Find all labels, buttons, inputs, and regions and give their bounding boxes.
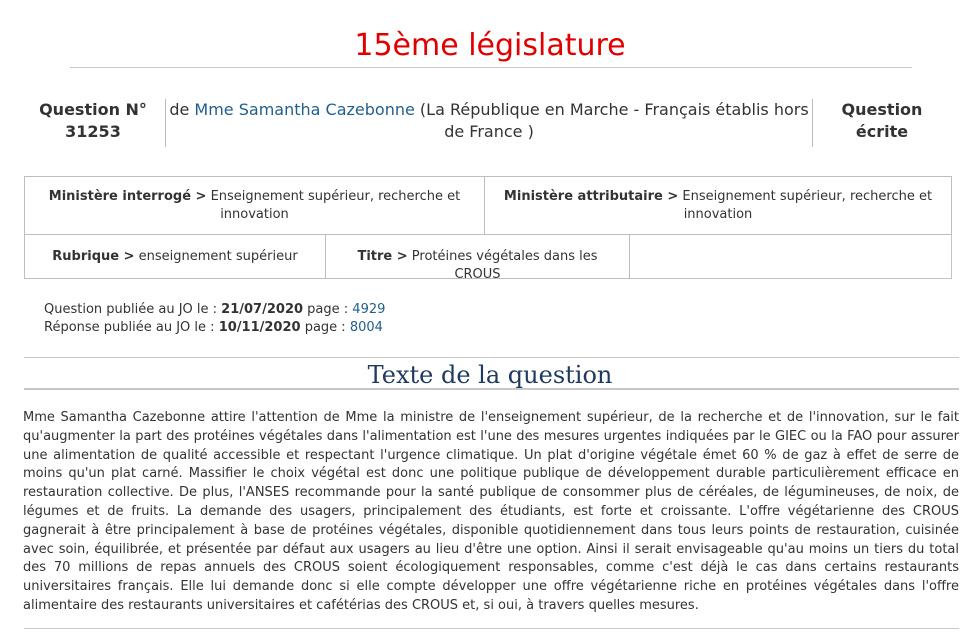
ministere-interroge-cell [24, 176, 485, 235]
question-text: Mme Samantha Cazebonne attire l'attention de Mme la ministre de l'enseignement supérieur, de la recherche et de l'innovation, sur le fait qu'augmenter la part des protéines végétales dans l'alimentation est l'une des mesures urgentes indiquées par le GIEC ou la FAO pour assurer une alimentation de qualité accessible et respectant l'urgence climatique. Un plat d'origine végétale émet 60 % de gaz à effet de serre de moins qu'un plat carné. Massifier le choix végétal est donc une politique publique de développement durable particulièrement efficace en restauration collective. De plus, l'ANSES recommande pour la santé publique de consommer plus de céréales, de légumineuses, de noix, de légumes et de fruits. La demande des usagers, principalement des étudiants, est forte et croissante. L'offre végétarienne des CROUS gagnerait à être principalement à base de protéines végétales, disponible quotidiennement dans tous leurs points de restauration, cuisinée avec soin, équilibrée, et présentée par défaut aux usagers au lieu d'être une option. Ainsi il serait envisageable qu'au moins un tiers du total des 70 millions de repas annuels des CROUS soient écologiquement responsables, comme c'est déjà le cas dans certains restaurants universitaires français. Elle lui demande donc si elle compte développer une offre végétarienne riche en protéines végétales dans l'offre alimentaire des restaurants universitaires et cafétérias des CROUS et, si oui, à travers quelles mesures. [23, 410, 959, 613]
ministere-interroge-value: Enseignement supérieur, recherche et innovation [210, 189, 461, 222]
rubrique-cell [24, 234, 326, 279]
question-page-link[interactable]: 4929 [352, 302, 386, 317]
question-type: Question écrite [812, 99, 951, 147]
titre-value: Protéines végétales dans les CROUS [411, 249, 598, 282]
question-author-block [165, 99, 812, 147]
question-published-date: 21/07/2020 [221, 302, 304, 317]
titre-cell [325, 234, 630, 282]
reponse-publication-line [44, 319, 383, 337]
reponse-published-label: Réponse publiée au JO le : [44, 320, 215, 335]
question-number-label: Question N° [39, 100, 147, 119]
ministere-interroge-label: Ministère interrogé > [48, 189, 207, 204]
question-publication-line [44, 301, 385, 319]
question-number-block [26, 99, 160, 143]
section-top-divider [24, 357, 959, 358]
section-title-divider [24, 388, 959, 390]
reponse-published-date: 10/11/2020 [218, 320, 301, 335]
reponse-page-link[interactable]: 8004 [349, 320, 383, 335]
bottom-divider [24, 628, 959, 629]
rubrique-label: Rubrique > [52, 249, 135, 264]
section-title: Texte de la question [367, 361, 613, 389]
author-link[interactable]: Mme Samantha Cazebonne [194, 100, 415, 119]
question-published-label: Question publiée au JO le : [44, 302, 218, 317]
author-group: (La République en Marche - Français établis hors de France ) [419, 100, 809, 141]
author-prefix: de [169, 100, 190, 119]
title-divider [70, 67, 912, 68]
ministere-attributaire-value: Enseignement supérieur, recherche et innovation [682, 189, 933, 222]
question-page-label: page : [307, 302, 349, 317]
titre-label: Titre > [357, 249, 408, 264]
rubrique-value: enseignement supérieur [138, 249, 298, 264]
ministere-attributaire-cell [484, 176, 952, 235]
legislature-title: 15ème législature [354, 28, 626, 63]
reponse-page-label: page : [304, 320, 346, 335]
ministere-attributaire-label: Ministère attributaire > [503, 189, 679, 204]
question-number: 31253 [65, 122, 121, 141]
